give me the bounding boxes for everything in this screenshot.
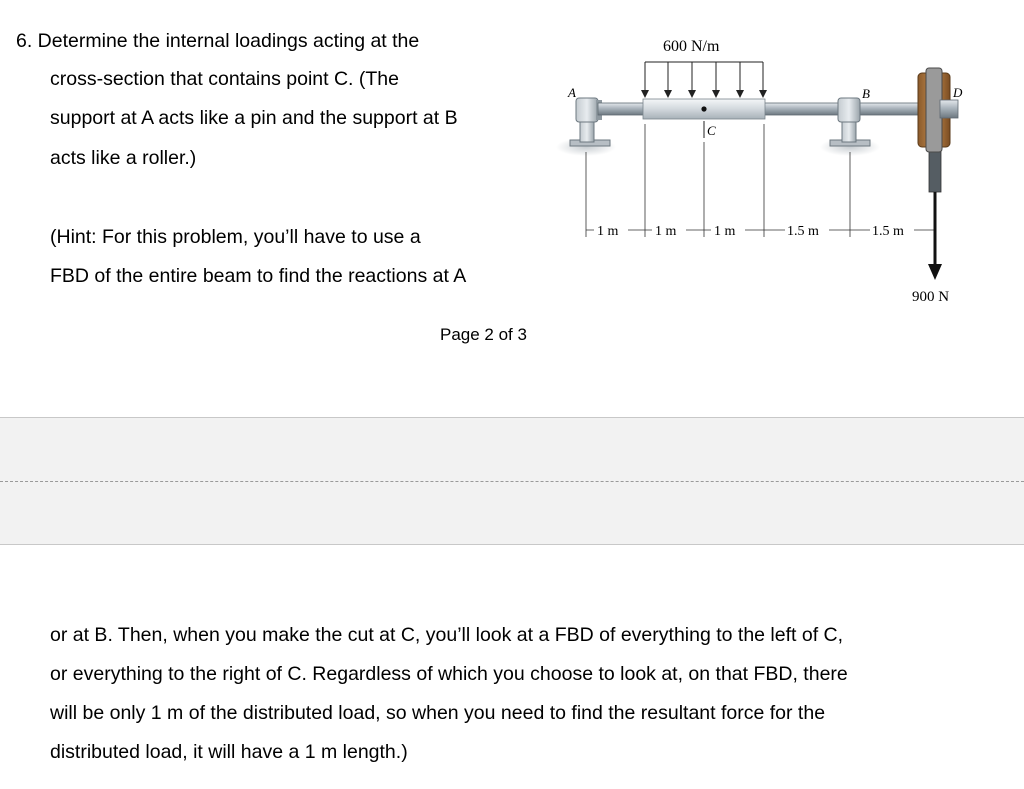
continuation-line-2: or everything to the right of C. Regardless of which you choose to look at, on that FBD, there (50, 663, 848, 685)
continuation-line-4: distributed load, it will have a 1 m length.) (50, 741, 408, 763)
point-c-dot (701, 106, 706, 111)
label-b: B (862, 86, 870, 101)
distributed-load (645, 62, 763, 96)
dimension-labels (594, 222, 914, 239)
dim-label-1: 1 m (597, 224, 619, 239)
label-d: D (953, 85, 963, 100)
beam-figure (550, 20, 1024, 320)
dim-label-4: 1.5 m (787, 224, 819, 239)
label-c: C (707, 123, 716, 138)
problem-line-2: cross-section that contains point C. (The (50, 68, 399, 90)
dimension-extensions (586, 124, 850, 237)
page-number: Page 2 of 3 (440, 325, 527, 344)
force-arrowhead (928, 264, 942, 280)
dim-label-2: 1 m (655, 224, 677, 239)
problem-line-4: acts like a roller.) (50, 147, 197, 169)
page-break (0, 417, 1024, 545)
problem-line-1: 6. Determine the internal loadings acting at the (16, 30, 420, 52)
label-a: A (568, 85, 576, 100)
hint-line-1: (Hint: For this problem, you’ll have to use a (50, 226, 421, 248)
page-break-dashed-line (0, 481, 1024, 482)
load-arrowheads (641, 90, 767, 98)
continuation-line-3: will be only 1 m of the distributed load, so when you need to find the resultant force for the (50, 702, 826, 724)
problem-line-3: support at A acts like a pin and the support at B (50, 107, 458, 129)
hint-line-2: FBD of the entire beam to find the reactions at A (50, 265, 467, 287)
dim-label-5: 1.5 m (872, 224, 904, 239)
pulley-d (918, 68, 958, 192)
force-label: 900 N (912, 289, 950, 305)
dim-label-3: 1 m (714, 224, 736, 239)
continuation-line-1: or at B. Then, when you make the cut at C, you’ll look at a FBD of everything to the left of C, (50, 624, 844, 646)
load-label: 600 N/m (663, 38, 720, 55)
